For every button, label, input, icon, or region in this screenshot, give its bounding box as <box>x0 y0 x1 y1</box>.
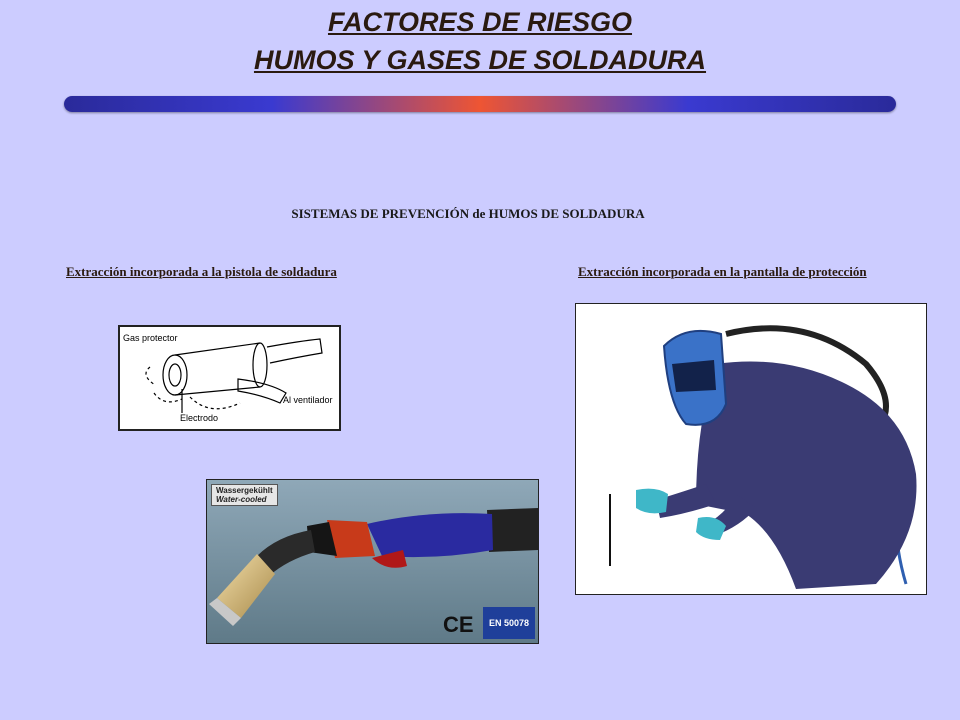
label-al-ventilador: Al ventilador <box>283 395 333 405</box>
en-50078-badge: EN 50078 <box>483 607 535 639</box>
title-divider-bar <box>64 96 896 112</box>
ce-mark: CE <box>443 612 474 637</box>
caption-torch-extraction: Extracción incorporada a la pistola de soldadura <box>66 264 337 279</box>
diagram-drawing <box>120 327 339 429</box>
torch-extraction-diagram <box>118 325 341 431</box>
title-line-2: HUMOS Y GASES DE SOLDADURA <box>253 45 707 75</box>
water-cooled-torch-photo <box>206 479 539 644</box>
welder-drawing <box>576 304 926 594</box>
section-heading: SISTEMAS DE PREVENCIÓN de HUMOS DE SOLDADURA <box>291 206 645 221</box>
title-line-1: FACTORES DE RIESGO <box>327 7 633 37</box>
caption-mask-extraction: Extracción incorporada en la pantalla de protección <box>578 264 867 279</box>
label-electrodo: Electrodo <box>180 413 219 423</box>
water-cooled-badge <box>211 484 278 506</box>
label-gas-protector: Gas protector <box>123 333 178 343</box>
badge-line-2: Water-cooled <box>216 495 267 504</box>
welder-mask-extraction-photo <box>575 303 927 595</box>
badge-line-1: Wassergekühlt <box>216 486 273 495</box>
